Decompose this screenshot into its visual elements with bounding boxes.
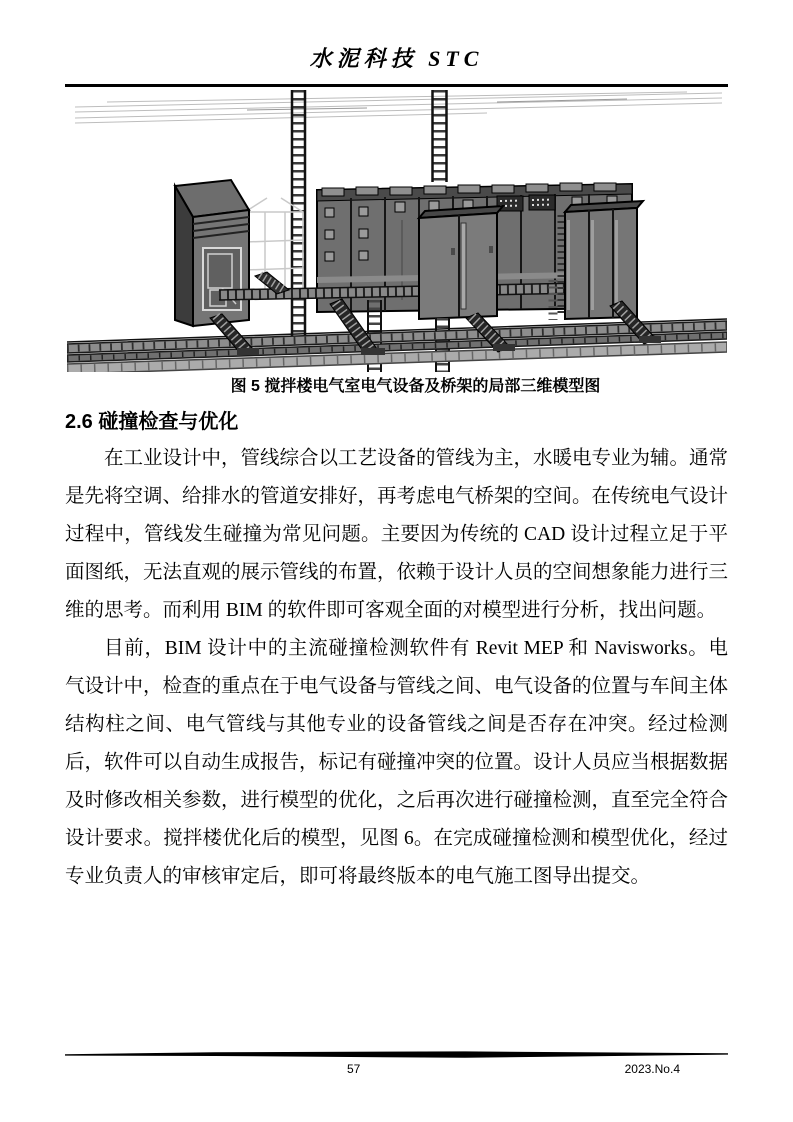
roof-grid-lines xyxy=(75,92,722,123)
page-number: 57 xyxy=(347,1062,361,1076)
bottom-cable-trays xyxy=(67,319,727,372)
figure-5 xyxy=(65,90,728,397)
page-footer xyxy=(65,1051,728,1078)
issue-number: 2023.No.4 xyxy=(624,1062,680,1076)
left-cabinet xyxy=(175,180,249,326)
footer-rule xyxy=(65,1051,728,1059)
content-area xyxy=(65,0,728,896)
front-cabinet-trio xyxy=(561,201,643,319)
journal-title: 水泥科技 STC xyxy=(309,46,484,71)
figure5-caption: 图 5 搅拌楼电气室电气设备及桥架的局部三维模型图 xyxy=(230,378,601,395)
figure5-3d-model-image xyxy=(67,90,727,372)
footer-row xyxy=(65,1060,728,1078)
page-header xyxy=(65,44,728,87)
section-2-6 xyxy=(65,410,728,896)
body-paragraph-1: 在工业设计中，管线综合以工艺设备的管线为主，水暖电专业为辅。通常是先将空调、给排水的管道安排好，再考虑电气桥架的空间。在传统电气设计过程中，管线发生碰撞为常见问题。主要因为传统的 CAD 设计过程立足于平面图纸，无法直观的展示管线的布置，依赖于设计人员的空间想象能力进行三维的思考。而利用 BIM 的软件即可客观全面的对模型进行分析，找出问题。 xyxy=(65,448,729,621)
header-rule xyxy=(65,84,728,87)
front-cabinet-pair xyxy=(419,206,503,319)
body-paragraph-2: 目前，BIM 设计中的主流碰撞检测软件有 Revit MEP 和 Navisworks。电气设计中，检查的重点在于电气设备与管线之间、电气设备的位置与车间主体结构柱之间、电气管线与其他专业的设备管线之间是否存在冲突。经过检测后，软件可以自动生成报告，标记有碰撞冲突的位置。设计人员应当根据数据及时修改相关参数，进行模型的优化，之后再次进行碰撞检测，直至完全符合设计要求。搅拌楼优化后的模型，见图 6。在完成碰撞检测和模型优化，经过专业负责人的审核审定后，即可将最终版本的电气施工图导出提交。 xyxy=(65,638,729,887)
section-heading: 2.6 碰撞检查与优化 xyxy=(65,411,239,433)
